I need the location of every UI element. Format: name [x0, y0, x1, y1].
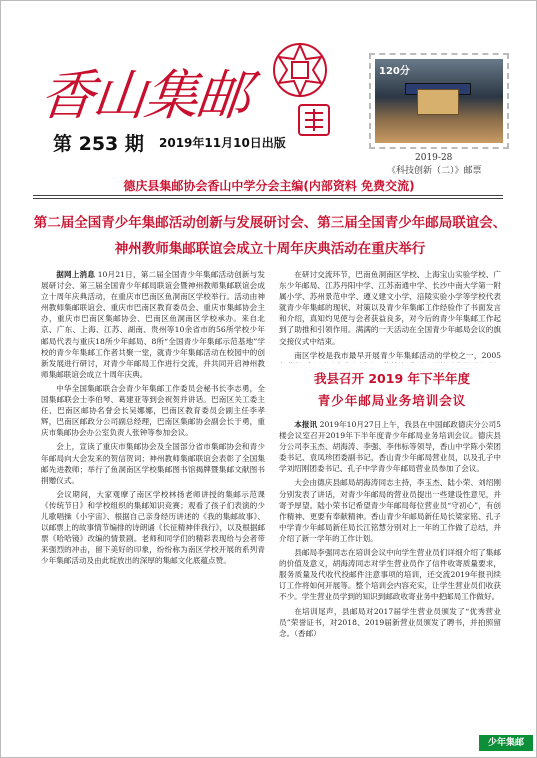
article2-paragraph: 县邮局李强同志在培训会议中向学生营业员们详细介绍了集邮的价值及意义，胡海涛同志对学生营业员作了信件收寄质量要求，服务质量及代收代投邮件注意事项的培训，还交流2019年报刊续订工作将如何开展等。整个培训会内容充实，让学生营业员们收获不少。学生营业员学到的知识到邮政收寄业务中把邮局工作做好。 [279, 548, 501, 602]
article1-column-left [41, 269, 265, 737]
article2-paragraph: 本报讯 2019年10月27日上午，我县在中国邮政德庆分公司5楼会议室召开2019年下半年度青少年邮局业务培训会议。德庆县分公司李玉杰、胡海涛、李强、李伟标等领导，香山中学陈小荣团委书记、袁凤珍团委副书记，香山青少年邮局营业员，以及孔子中学刘绍刚团委书记、孔子中学青少年邮局营业员参加了会议。 [279, 420, 501, 474]
stamp-face-value: 120分 [379, 66, 410, 77]
article1-lead: 据网上消息 [56, 270, 96, 279]
article1-paragraph: 中华全国集邮联合会青少年集邮工作委员会秘书长李志勇，全国集邮联会士李伯琴、葛建亚等到会祝贺并讲话。巴南区关工委主任、巴南区邮协名誉会长吴娜娜，巴南区教育委员会副主任李孝辉，巴南区邮政分公司副总经理，巴南区集邮协会副会长于勇，重庆市集邮协会办公室负责人张钟等参加会议。 [41, 383, 265, 438]
article2-paragraph: 在培训尾声，县邮局对2017届学生营业员颁发了“优秀营业员”荣誉证书，对2018、2019届新营业员颁发了聘书，并拍照留念。（香邮） [279, 606, 501, 638]
article2-title-line2: 青少年邮局业务培训会议 [317, 393, 467, 408]
stamp-image [369, 53, 509, 149]
publish-date: 2019年11月10日出版 [159, 136, 286, 150]
article1-title-line1: 第二届全国青少年集邮活动创新与发展研讨会、第三届全国青少年邮局联谊会、 [33, 215, 507, 231]
divider-top [33, 195, 503, 196]
youth-philately-badge: 少年集邮 [479, 735, 533, 751]
article1-paragraph: 在研讨交流环节，巴南鱼洞南区学校、上海宝山实验学校、广东少年邮局、江苏丹阳中学、江苏南通中学、长沙中南大学第一附属小学、苏州景范中学、遵义建文小学、涪陵实验小学等学校代表就青少年集邮的现状、对策以及青少年集邮工作经验作了书面发言和介绍，真知灼见使与会者获益良多，对今后的青少年集邮工作起到了助推和引领作用。满满的一天活动在全国青少年邮局会议的旗交接仪式中结束。 [279, 270, 501, 346]
article1-paragraph: 南区学校是我市最早开展青少年集邮活动的学校之一，2005 [294, 350, 501, 360]
emblem-icon [271, 41, 329, 99]
stamp-code: 2019-28 [415, 153, 453, 163]
article2-title-line1: 我县召开 2019 年下半年度 [314, 371, 470, 386]
article1-paragraph: 会议期间，大家观摩了南区学校林扬老师讲授的集邮示范课《传统节日》和学校组织的集邮知识竞赛；观看了孩子们表演的少儿歌唱操《小宇宙》、根据自己亲身经历讲述的《我的集邮故事》、以邮票上的故事情节编排的诗朗诵《长征精神伴我行》，以及根据邮票《哈哈镜》改编的情景剧。老师和同学们的精彩表现给与会者带来强烈的冲击，留下美好的印象，纷纷称为南区学校开展的系列青少年集邮活动及由此绽放出的深厚的集邮文化底蕴点赞。 [41, 489, 265, 566]
issue-number: 第 253 期 [53, 133, 144, 155]
article1-paragraph: 会上，宣读了重庆市集邮协会及全国部分省市集邮协会和青少年邮局向大会发来的贺信贺词；神州教师集邮联谊会表彰了全国集邮先进教师；举行了鱼洞南区学校集邮图书馆揭牌暨集邮文献图书捐赠仪式。 [41, 442, 265, 485]
seal-icon [297, 103, 331, 137]
article1-title-line2: 神州教师集邮联谊会成立十周年庆典活动在重庆举行 [114, 241, 426, 257]
article2-paragraph: 大会由德庆县邮局胡海涛同志主持，李玉杰、陆小荣、刘绍刚分别发表了讲话，对青少年邮局的营业员提出一些建设性意见，并寄予厚望。陆小荣书记希望青少年邮局每位营业员“守初心”，有创作精神、更要有奉献精神。香山青少年邮局新任局长梁家铭、孔子中学青少年邮局新任局长江铭慧分别对上一年的工作做了总结，并介绍了新一学年的工作计划。 [279, 478, 501, 543]
article1-column-right [279, 269, 501, 363]
masthead [1, 1, 537, 176]
divider-bottom [33, 198, 503, 199]
lunar-rover-shape [417, 89, 459, 115]
article2-lead: 本报讯 [294, 420, 318, 429]
stamp-name: 《科技创新（二）》邮票 [387, 166, 482, 176]
newsletter-logo: 香山集邮 [37, 64, 252, 127]
article2-body [279, 419, 501, 749]
publisher-line: 德庆县集邮协会香山中学分会主编(内部资料 免费交流) [123, 179, 415, 193]
article1-paragraph: 据网上消息 10月21日，第二届全国青少年集邮活动创新与发展研讨会、第三届全国青少年邮局联谊会暨神州教师集邮联谊会成立十周年庆典活动，在重庆市巴南区鱼洞南区学校举行。活动由神州教师集邮联谊会、重庆市巴南区教育委员会、重庆市集邮协会主办，重庆市巴南区集邮协会、巴南区鱼洞南区学校承办。来自北京、广东、上海、江苏、湖南、贵州等10余省市的56所学校少年邮局代表与重庆18所少年邮局、8所“全国青少年集邮示范基地”学校的青少年集邮工作者共聚一堂，就青少年集邮活动在校园中的创新发展进行研讨，对青少年邮局工作进行交流，并共同开启神州教师集邮联谊会成立十周年庆典。 [41, 270, 265, 379]
stamp-picture [375, 59, 503, 143]
